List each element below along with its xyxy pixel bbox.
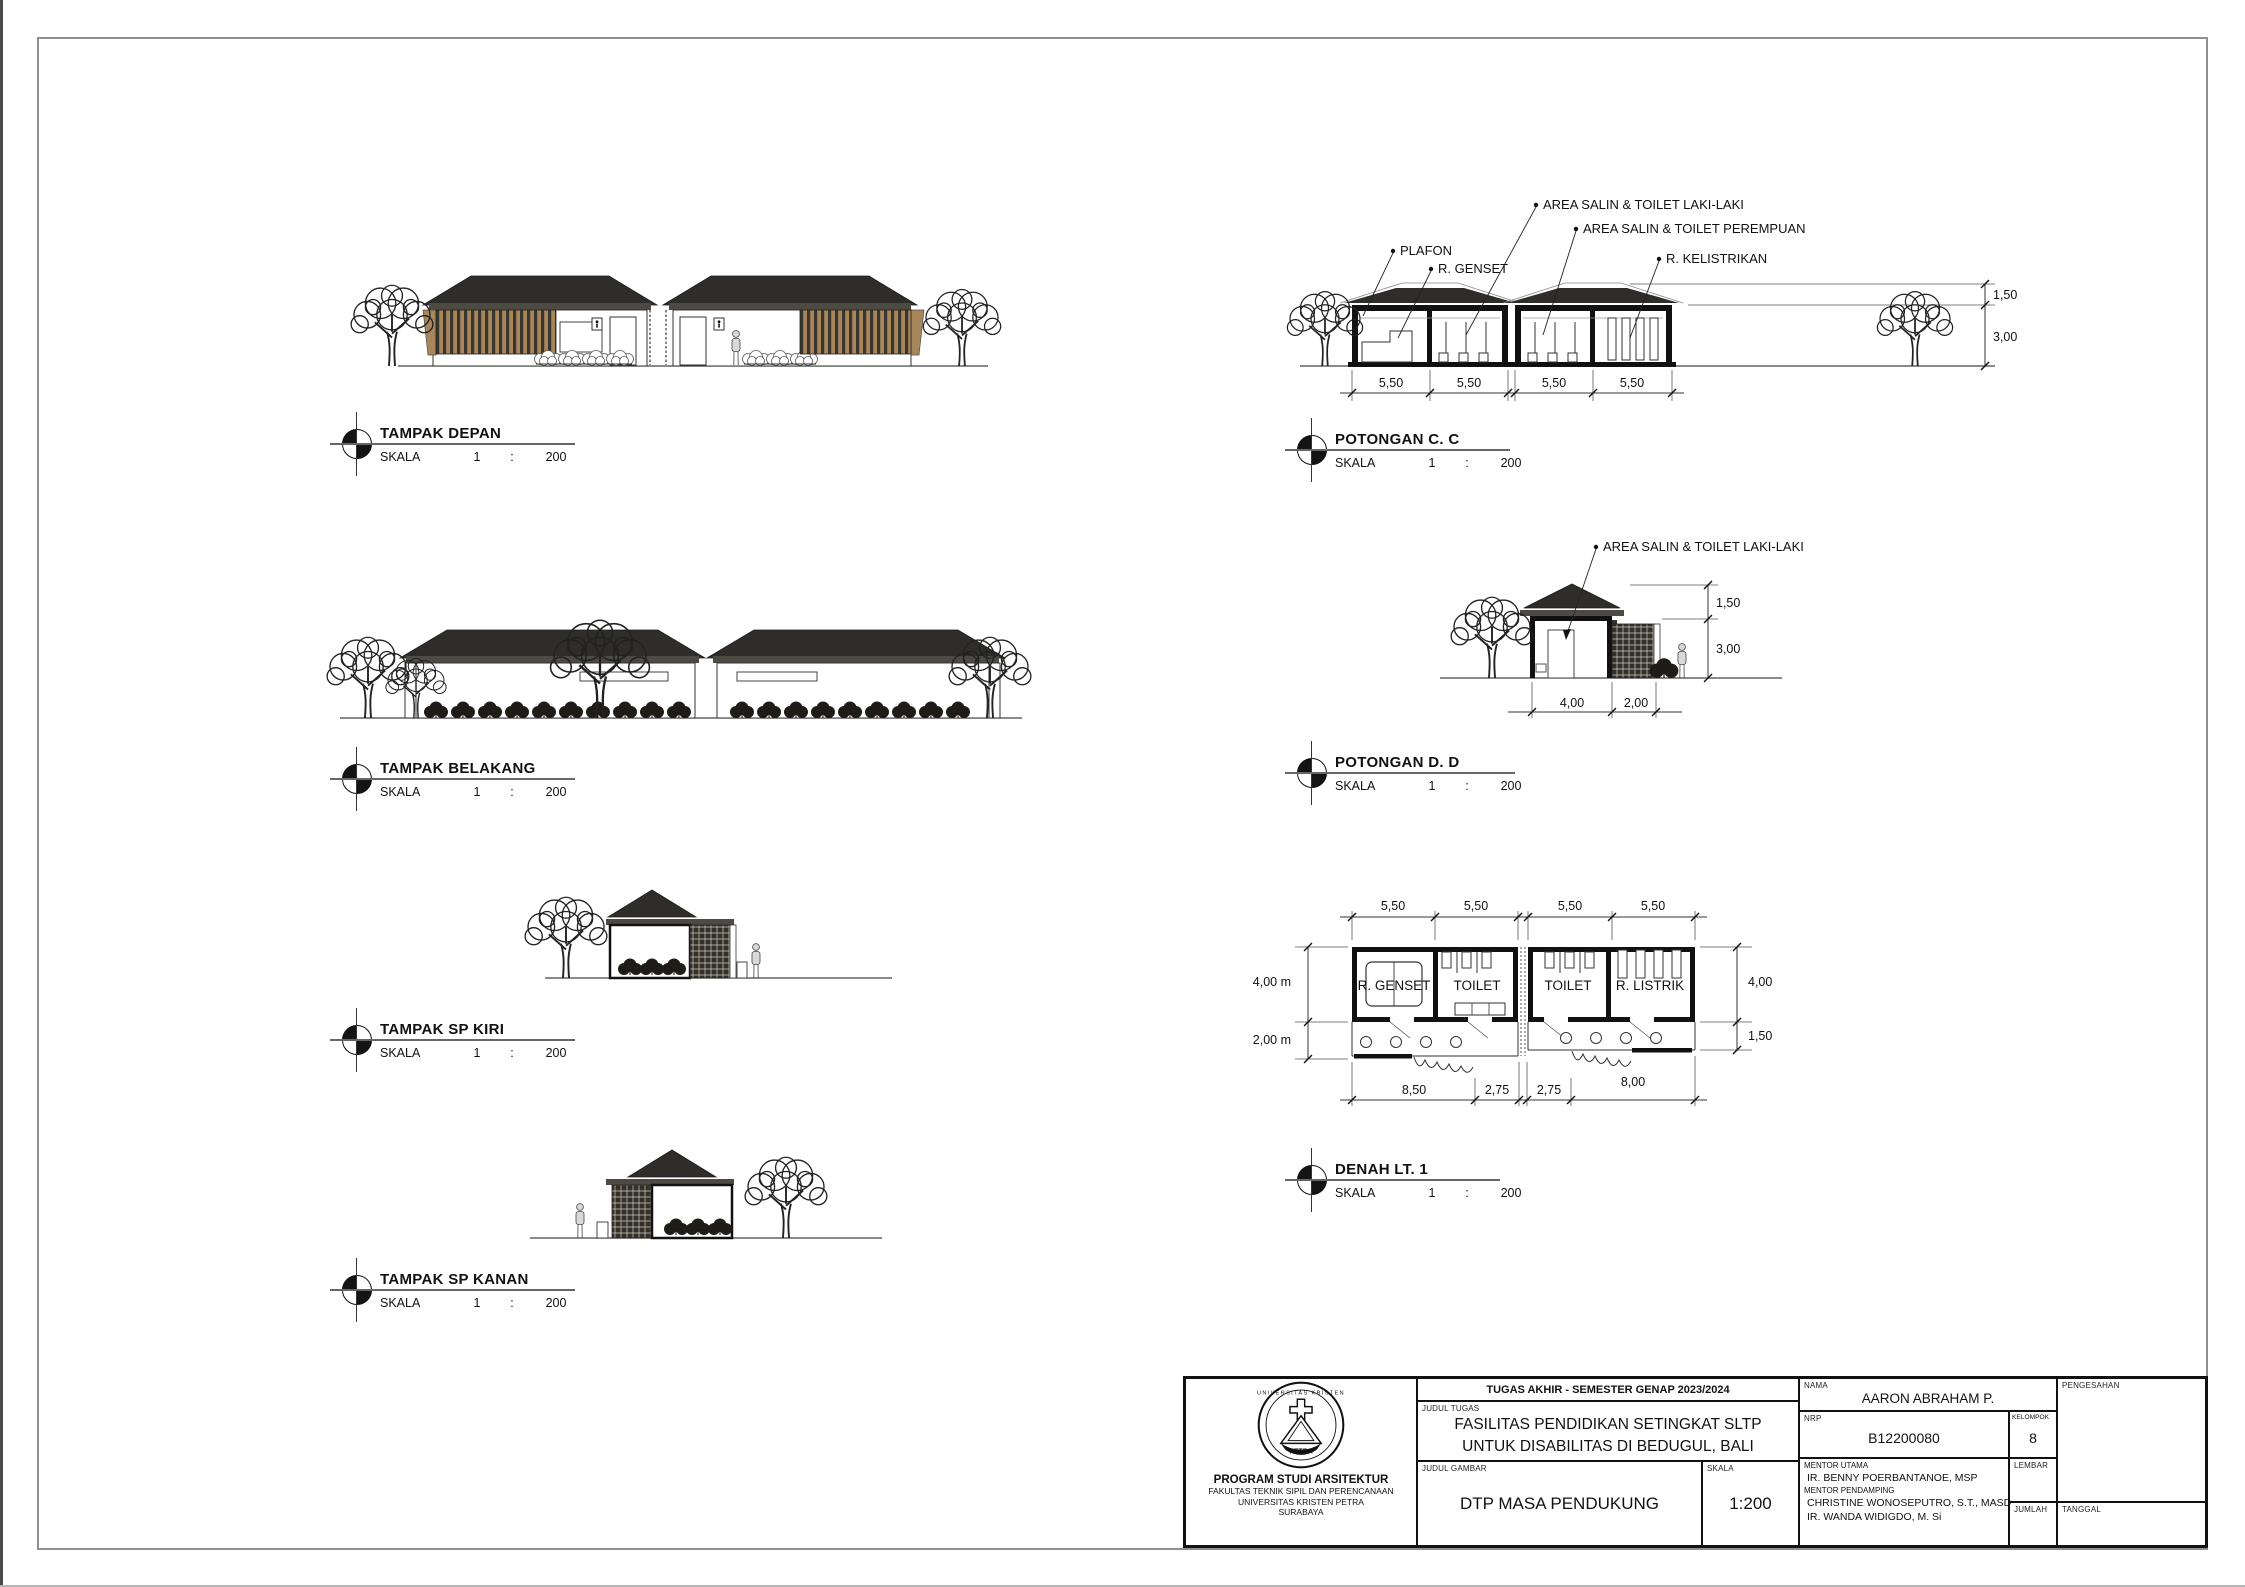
front-elevation-building-left (423, 276, 657, 366)
dim-denah-right-veranda: 1,50 (1748, 1029, 1773, 1043)
room-genset: R. GENSET (1357, 978, 1431, 993)
dim-denah-bottom2: 2,75 (1484, 1083, 1510, 1097)
title-underline (330, 778, 575, 780)
judul-tugas-cell (1417, 1401, 1799, 1461)
scale-label: SKALA (1335, 456, 1376, 470)
section-cc-height-dims (1630, 280, 1995, 370)
canvas-left-edge (0, 0, 3, 1587)
drawing-title: TAMPAK BELAKANG (380, 760, 536, 777)
judul-gambar-value: DTP MASA PENDUKUNG (1459, 1494, 1659, 1513)
drawing-title: TAMPAK SP KANAN (380, 1271, 529, 1288)
dim-denah-top1: 5,50 (1380, 899, 1406, 913)
nama-label: NAMA (1804, 1381, 1828, 1390)
institution-city: SURABAYA (1278, 1507, 1324, 1517)
section-building-2 (1503, 283, 1683, 367)
denah-left-dims (1295, 943, 1348, 1063)
title-block-header: TUGAS AKHIR - SEMESTER GENAP 2023/2024 (1417, 1378, 1799, 1401)
title-underline (330, 1039, 575, 1041)
nama-value: AARON ABRAHAM P. (1861, 1391, 1995, 1406)
dim-denah-top3: 5,50 (1557, 899, 1583, 913)
label-toilet-laki: AREA SALIN & TOILET LAKI-LAKI (1543, 197, 1744, 212)
title-tampak-sp-kiri (330, 1011, 575, 1075)
dim-denah-top4: 5,50 (1640, 899, 1666, 913)
title-potongan-cc (1285, 421, 1522, 485)
judul-tugas-label: JUDUL TUGAS (1422, 1404, 1480, 1413)
dim-cc-w3: 5,50 (1541, 376, 1567, 390)
label-plafon: PLAFON (1400, 243, 1453, 258)
dim-dd-w1: 4,00 (1559, 696, 1585, 710)
lembar-cell (2009, 1458, 2057, 1502)
scale-denominator: 200 (545, 1046, 567, 1060)
dim-denah-left-veranda: 2,00 m (1252, 1033, 1291, 1047)
mentor-cell (1799, 1458, 2012, 1546)
institution-university: UNIVERSITAS KRISTEN PETRA (1238, 1496, 1364, 1507)
section-dd-building (1520, 584, 1660, 678)
dim-cc-roof-height: 1,50 (1993, 288, 2018, 302)
tanggal-label: TANGGAL (2062, 1505, 2102, 1514)
scale-numerator: 1 (1428, 456, 1436, 470)
institution-faculty: FAKULTAS TEKNIK SIPIL DAN PERENCANAAN (1208, 1486, 1394, 1496)
scale-numerator: 1 (473, 1296, 481, 1310)
label-kelistrikan: R. KELISTRIKAN (1666, 251, 1768, 266)
scale-row (1335, 456, 1539, 470)
title-block-institution-cell (1185, 1378, 1417, 1546)
tanggal-cell (2057, 1502, 2206, 1546)
dim-dd-w2: 2,00 (1623, 696, 1649, 710)
scale-label: SKALA (380, 1296, 421, 1310)
dim-denah-bottom3: 2,75 (1536, 1083, 1562, 1097)
room-listrik: R. LISTRIK (1615, 978, 1685, 993)
skala-cell (1702, 1461, 1799, 1546)
scale-numerator: 1 (1428, 779, 1436, 793)
scale-separator: : (510, 1296, 514, 1310)
tree (351, 285, 433, 366)
label-toilet-perempuan: AREA SALIN & TOILET PEREMPUAN (1583, 221, 1806, 236)
mentor-pendamping-value-1: CHRISTINE WONOSEPUTRO, S.T., MASD (1807, 1497, 2012, 1509)
drawing-title: POTONGAN C. C (1335, 431, 1460, 448)
scale-numerator: 1 (473, 1046, 481, 1060)
scale-label: SKALA (380, 785, 421, 799)
mentor-utama-label: MENTOR UTAMA (1804, 1461, 1869, 1470)
dim-denah-bottom4: 8,00 (1620, 1075, 1646, 1089)
title-underline (330, 443, 575, 445)
nrp-cell (1799, 1411, 2009, 1458)
scale-denominator: 200 (1500, 1186, 1522, 1200)
title-potongan-dd (1285, 744, 1522, 808)
mentor-pendamping-value-2: IR. WANDA WIDIGDO, M. Si (1807, 1511, 1942, 1523)
tree (1451, 597, 1533, 678)
svg-text:PETRA: PETRA (1289, 1448, 1313, 1456)
scale-numerator: 1 (473, 785, 481, 799)
pengesahan-label: PENGESAHAN (2062, 1381, 2120, 1390)
dim-denah-bottom1: 8,50 (1401, 1083, 1427, 1097)
scale-label: SKALA (380, 450, 421, 464)
scale-separator: : (1465, 456, 1469, 470)
petra-logo (1255, 1379, 1347, 1471)
mentor-pendamping-label: MENTOR PENDAMPING (1804, 1486, 1895, 1495)
mentor-utama-value: IR. BENNY POERBANTANOE, MSP (1807, 1472, 1978, 1484)
scale-row (380, 450, 584, 464)
scale-label: SKALA (380, 1046, 421, 1060)
scale-separator: : (510, 785, 514, 799)
dim-denah-left-rooms: 4,00 m (1252, 975, 1291, 989)
title-underline (1285, 1179, 1500, 1181)
institution-name: PROGRAM STUDI ARSITEKTUR (1213, 1474, 1389, 1486)
scale-row (380, 785, 584, 799)
scale-numerator: 1 (1428, 1186, 1436, 1200)
drawing-title: TAMPAK DEPAN (380, 425, 502, 442)
skala-label: SKALA (1707, 1464, 1734, 1473)
tree (327, 637, 409, 718)
nrp-value: B12200080 (1868, 1430, 1940, 1446)
room-toilet-2: TOILET (1544, 978, 1592, 993)
title-underline (1285, 449, 1510, 451)
denah-bottom-dims (1340, 1056, 1707, 1106)
judul-gambar-label: JUDUL GAMBAR (1422, 1464, 1487, 1473)
view-tampak-sp-kanan (490, 1118, 920, 1248)
scale-denominator: 200 (1500, 456, 1522, 470)
dim-cc-w1: 5,50 (1378, 376, 1404, 390)
nrp-label: NRP (1804, 1414, 1822, 1423)
scale-denominator: 200 (545, 450, 567, 464)
view-tampak-depan (330, 250, 1030, 380)
section-dd-width-dims (1508, 682, 1682, 718)
room-toilet-1: TOILET (1453, 978, 1501, 993)
tree (525, 897, 607, 978)
title-underline (1285, 772, 1515, 774)
tree (745, 1157, 827, 1238)
scale-separator: : (1465, 1186, 1469, 1200)
tree (1877, 292, 1952, 366)
scale-row (380, 1296, 584, 1310)
tree (923, 290, 1000, 367)
title-denah-lt1 (1285, 1151, 1522, 1215)
dim-denah-right-rooms: 4,00 (1748, 975, 1773, 989)
left-side-elevation-building (606, 890, 747, 978)
kelompok-value: 8 (2029, 1430, 2037, 1446)
jumlah-label: JUMLAH (2014, 1505, 2048, 1514)
scale-row (1335, 1186, 1539, 1200)
back-elevation-building-right (707, 630, 1005, 718)
nama-cell (1799, 1378, 2057, 1411)
kelompok-label: KELOMPOK (2012, 1414, 2050, 1421)
dim-dd-wall-height: 3,00 (1716, 642, 1741, 656)
label-dd-toilet-laki: AREA SALIN & TOILET LAKI-LAKI (1603, 539, 1804, 554)
scale-separator: : (510, 1046, 514, 1060)
scale-label: SKALA (1335, 779, 1376, 793)
front-elevation-building-right (663, 276, 924, 366)
scale-denominator: 200 (1500, 779, 1522, 793)
right-side-elevation-building (597, 1150, 734, 1238)
view-tampak-belakang (330, 598, 1030, 733)
judul-tugas-line2: UNTUK DISABILITAS DI BEDUGUL, BALI (1462, 1438, 1754, 1455)
pengesahan-cell (2057, 1378, 2206, 1502)
scale-denominator: 200 (545, 785, 567, 799)
person (752, 944, 760, 978)
view-tampak-sp-kiri (500, 868, 920, 993)
title-tampak-depan (330, 415, 575, 479)
person (1678, 644, 1686, 678)
skala-value: 1:200 (1729, 1494, 1772, 1513)
title-tampak-sp-kanan (330, 1261, 575, 1325)
scale-denominator: 200 (545, 1296, 567, 1310)
scale-row (1335, 779, 1539, 793)
dim-cc-w2: 5,50 (1456, 376, 1482, 390)
title-block (1183, 1376, 2208, 1548)
section-building-1 (1340, 283, 1520, 367)
dim-denah-top2: 5,50 (1463, 899, 1489, 913)
drawing-title: DENAH LT. 1 (1335, 1161, 1429, 1178)
denah-right-dims (1700, 943, 1752, 1054)
drawing-title: TAMPAK SP KIRI (380, 1021, 505, 1038)
title-tampak-belakang (330, 750, 575, 814)
view-potongan-dd (1285, 530, 2045, 730)
scale-separator: : (510, 450, 514, 464)
dim-dd-roof-height: 1,50 (1716, 596, 1741, 610)
dim-cc-w4: 5,50 (1619, 376, 1645, 390)
jumlah-cell (2009, 1502, 2057, 1546)
scale-separator: : (1465, 779, 1469, 793)
drawing-title: POTONGAN D. D (1335, 754, 1460, 771)
kelompok-cell (2009, 1411, 2057, 1458)
label-genset: R. GENSET (1438, 261, 1509, 276)
judul-gambar-cell (1417, 1461, 1702, 1546)
view-potongan-cc (1285, 180, 2018, 410)
denah-top-dims (1340, 911, 1707, 940)
dim-cc-wall-height: 3,00 (1993, 330, 2018, 344)
scale-label: SKALA (1335, 1186, 1376, 1200)
judul-tugas-line1: FASILITAS PENDIDIKAN SETINGKAT SLTP (1454, 1416, 1762, 1433)
person (576, 1204, 584, 1238)
svg-text:UNIVERSITAS KRISTEN: UNIVERSITAS KRISTEN (1256, 1390, 1346, 1397)
title-underline (330, 1289, 575, 1291)
scale-numerator: 1 (473, 450, 481, 464)
lembar-label: LEMBAR (2014, 1461, 2049, 1470)
scale-row (380, 1046, 584, 1060)
